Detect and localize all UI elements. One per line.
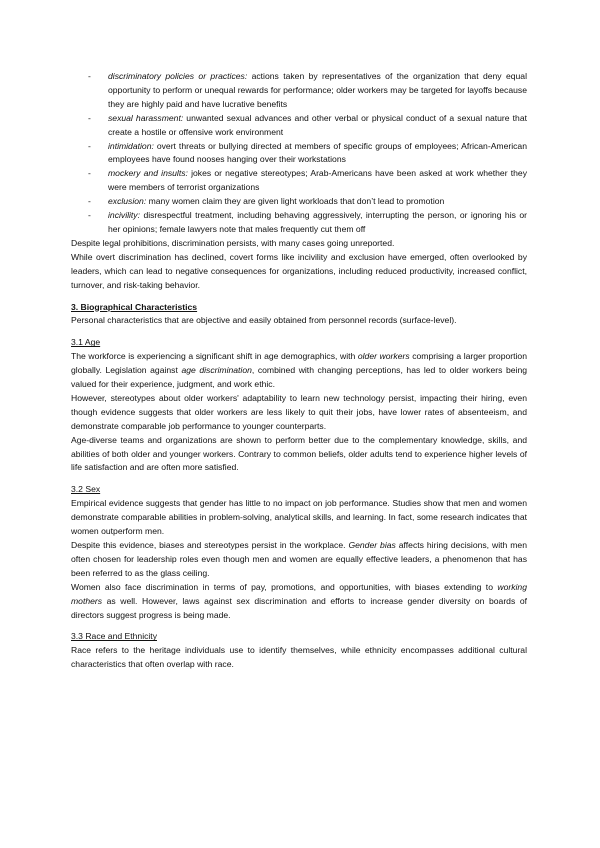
section-heading-biographical: 3. Biographical Characteristics [71,301,198,312]
race-paragraph-1: Race refers to the heritage individuals use to identify themselves, while ethnicity encompasses additional cultural characteristics that often overlap with race. [71,645,527,670]
list-item-text: actions taken by representatives of the organization that deny equal opportunity to perform or unequal rewards for performance; older workers may be targeted for layoffs because they are highly paid and have lucrative benefits [108,71,528,109]
subsection-heading-age: 3.1 Age [71,337,101,348]
document-body [71,70,527,672]
intro-paragraph-2: While overt discrimination has declined, covert forms like incivility and exclusion have emerged, often overlooked by leaders, which can lead to negative consequences for organizations, including reduced productivity, increased conflict, turnover, and risk-taking behavior. [71,251,527,290]
bullet-dash: - [88,210,91,221]
age-paragraph-1: The workforce is experiencing a significant shift in age demographics, with older workers comprising a larger proportion globally. Legislation against age discrimination, combined with changing perceptions, has led to older workers being valued for their experience, judgment, and work ethic. [71,351,528,390]
discrimination-forms-list [71,70,527,237]
sex-paragraph-1: Empirical evidence suggests that gender has little to no impact on job performance. Studies show that men and women demonstrate comparable abilities in problem-solving, analytical skills, and learning. In fact, some research indicates that women outperform men. [71,498,527,537]
list-item-text: disrespectful treatment, including behaving aggressively, interrupting the person, or ignoring his or her opinions; female lawyers note that males frequently cut them off [108,210,527,234]
list-item-text: jokes or negative stereotypes; Arab-Americans have been asked at work whether they were members of terrorist organizations [108,168,527,193]
subsection-heading-sex: 3.2 Sex [71,484,101,495]
list-item-text: many women claim they are given light workloads that don’t lead to promotion [146,196,445,207]
list-item [71,209,527,237]
list-item [71,167,527,195]
intro-paragraph-1: Despite legal prohibitions, discrimination persists, with many cases going unreported. [71,237,395,248]
bullet-dash: - [88,140,91,151]
list-item [71,112,527,140]
list-item-term: sexual harassment: [108,112,184,123]
list-item-text: overt threats or bullying directed at members of specific groups of employees; African-American employees have found nooses hanging over their workstations [108,140,527,165]
subsection-heading-race: 3.3 Race and Ethnicity [71,631,157,642]
age-paragraph-2: However, stereotypes about older workers' adaptability to learn new technology persist, impacting their hiring, even though evidence suggests that older workers are less likely to quit their jobs, have lower rates of absenteeism, and demonstrate comparable job performance to younger counterparts. [71,392,527,431]
sex-paragraph-2: Despite this evidence, biases and stereotypes persist in the workplace. Gender bias affects hiring decisions, with men often chosen for leadership roles even though men and women are equally effective leaders, a phenomenon that has been referred to as the glass ceiling. [71,540,527,578]
list-item-term: intimidation: [108,140,154,151]
list-item [71,195,527,209]
sex-paragraph-3: Women also face discrimination in terms of pay, promotions, and opportunities, with biases extending to working mothers as well. However, laws against sex discrimination and efforts to increase gender diversity on boards of directors suggest progress is being made. [71,581,527,620]
age-paragraph-3: Age-diverse teams and organizations are shown to perform better due to the complementary knowledge, skills, and abilities of both older and younger workers. Contrary to common beliefs, older adults tend to experience higher levels of life satisfaction and are often more satisfied. [71,434,527,473]
list-item-term: mockery and insults: [108,168,188,179]
list-item-term: incivility: [108,210,140,221]
list-item-term: discriminatory policies or practices: [108,71,248,81]
list-item [71,140,527,168]
bullet-dash: - [88,112,91,123]
list-item-text: unwanted sexual advances and other verbal or physical conduct of a sexual nature that create a hostile or offensive work environment [108,112,527,137]
bullet-dash: - [88,168,91,179]
list-item [71,70,527,112]
section-intro-text: Personal characteristics that are objective and easily obtained from personnel records (surface-level). [71,315,457,326]
bullet-dash: - [88,196,91,207]
bullet-dash: - [88,71,91,81]
list-item-term: exclusion: [108,196,147,207]
